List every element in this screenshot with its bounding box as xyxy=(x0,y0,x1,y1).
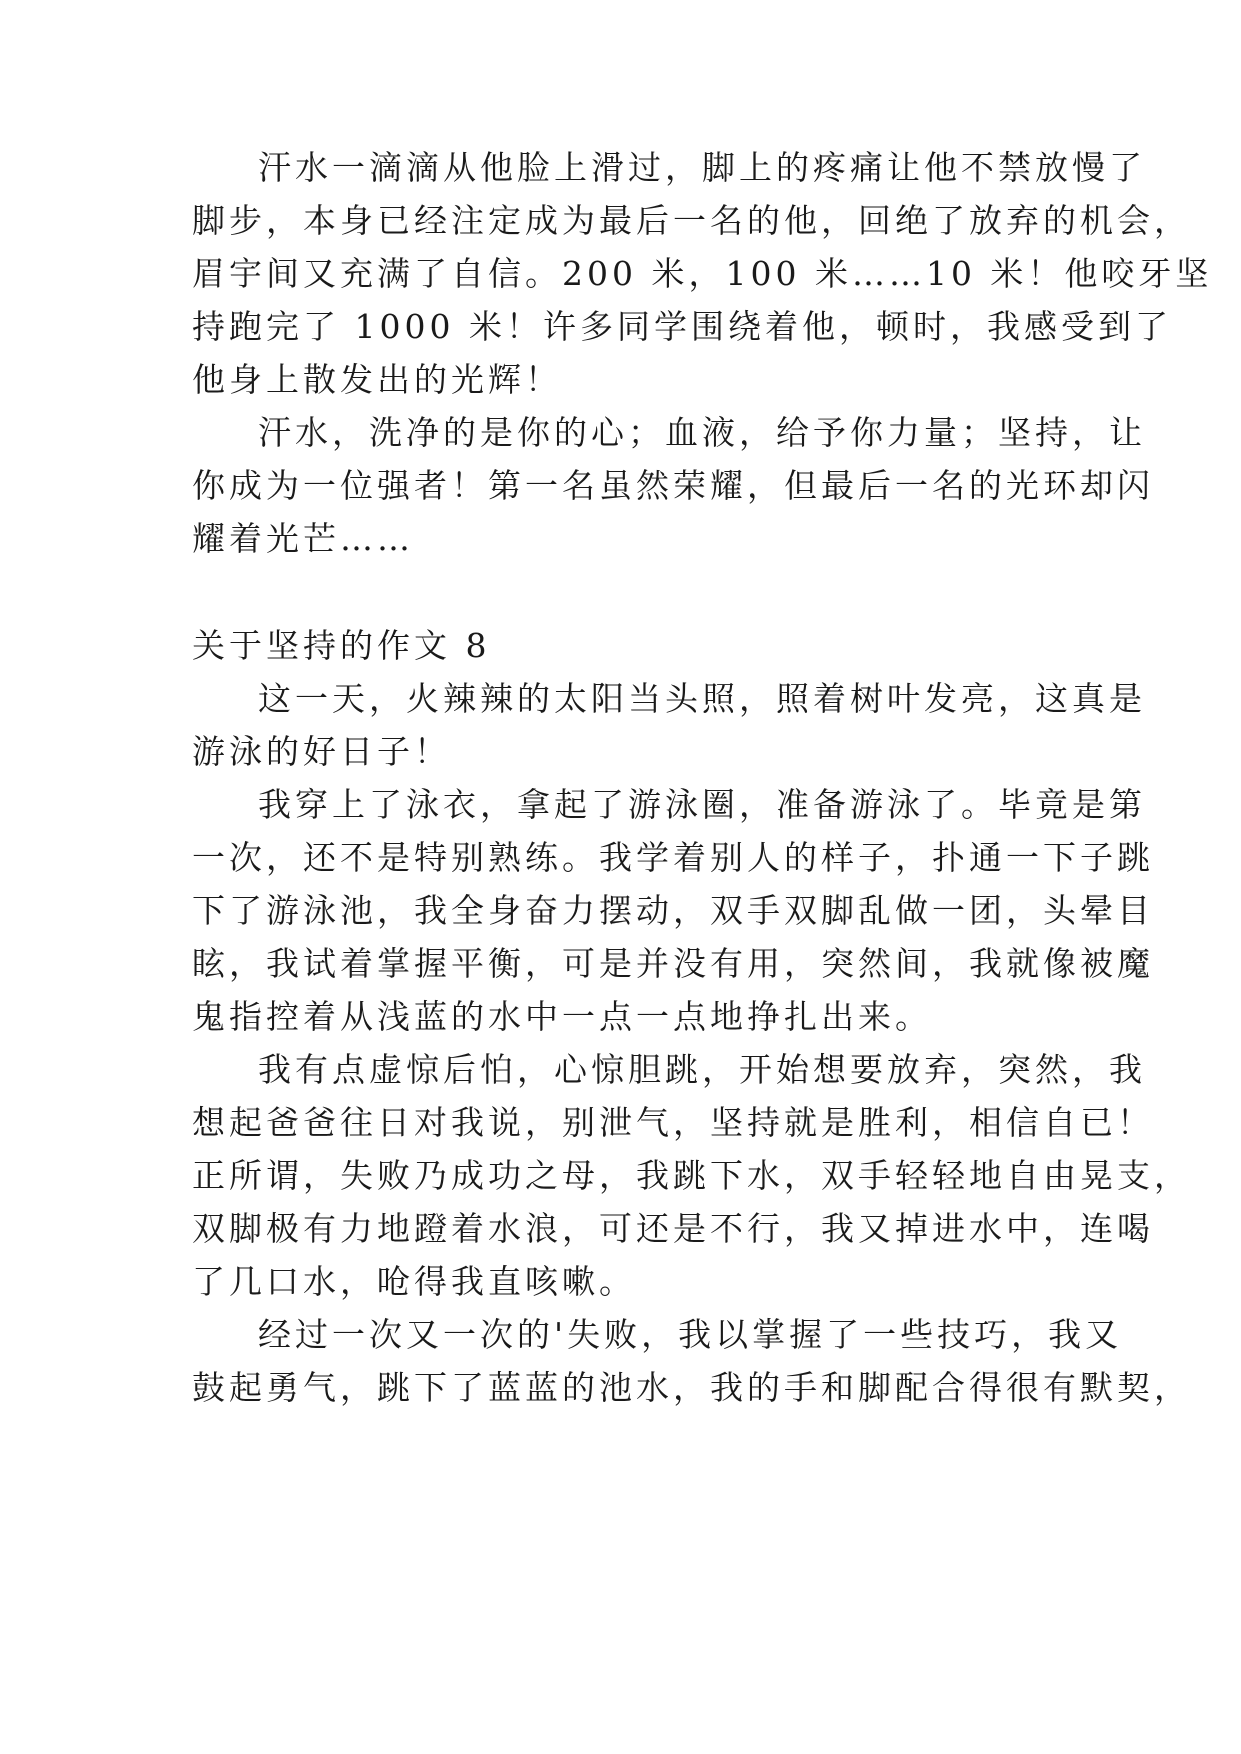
paragraph-line: 鼓起勇气，跳下了蓝蓝的池水，我的手和脚配合得很有默契， xyxy=(192,1368,1191,1407)
paragraph-line: 汗水，洗净的是你的心；血液，给予你力量；坚持，让 xyxy=(258,413,1146,452)
paragraph-line: 耀着光芒…… xyxy=(192,519,414,558)
paragraph-line: 脚步，本身已经注定成为最后一名的他，回绝了放弃的机会， xyxy=(192,201,1191,240)
paragraph-line: 一次，还不是特别熟练。我学着别人的样子，扑通一下子跳 xyxy=(192,838,1154,877)
paragraph-line: 汗水一滴滴从他脸上滑过，脚上的疼痛让他不禁放慢了 xyxy=(258,148,1146,187)
paragraph-line: 眉宇间又充满了自信。200 米，100 米……10 米！他咬牙坚 xyxy=(192,254,1213,293)
paragraph-line: 想起爸爸往日对我说，别泄气，坚持就是胜利，相信自已！ xyxy=(192,1103,1154,1142)
paragraph-line: 我穿上了泳衣，拿起了游泳圈，准备游泳了。毕竟是第 xyxy=(258,785,1146,824)
paragraph-line: 正所谓，失败乃成功之母，我跳下水，双手轻轻地自由晃支， xyxy=(192,1156,1191,1195)
section-heading: 关于坚持的作文 8 xyxy=(192,626,491,665)
paragraph-line: 双脚极有力地蹬着水浪，可还是不行，我又掉进水中，连喝 xyxy=(192,1209,1154,1248)
paragraph-line: 下了游泳池，我全身奋力摆动，双手双脚乱做一团，头晕目 xyxy=(192,891,1154,930)
paragraph-line: 游泳的好日子！ xyxy=(192,732,451,771)
paragraph-line: 持跑完了 1000 米！许多同学围绕着他，顿时，我感受到了 xyxy=(192,307,1172,346)
paragraph-line: 眩，我试着掌握平衡，可是并没有用，突然间，我就像被魔 xyxy=(192,944,1154,983)
paragraph-line: 我有点虚惊后怕，心惊胆跳，开始想要放弃，突然，我 xyxy=(258,1050,1146,1089)
paragraph-line: 经过一次又一次的'失败，我以掌握了一些技巧，我又 xyxy=(258,1315,1123,1354)
paragraph-line: 了几口水，呛得我直咳嗽。 xyxy=(192,1262,636,1301)
paragraph-line: 你成为一位强者！第一名虽然荣耀，但最后一名的光环却闪 xyxy=(192,466,1154,505)
paragraph-line: 鬼指控着从浅蓝的水中一点一点地挣扎出来。 xyxy=(192,997,932,1036)
paragraph-line: 他身上散发出的光辉！ xyxy=(192,360,562,399)
paragraph-line: 这一天，火辣辣的太阳当头照，照着树叶发亮，这真是 xyxy=(258,679,1146,718)
